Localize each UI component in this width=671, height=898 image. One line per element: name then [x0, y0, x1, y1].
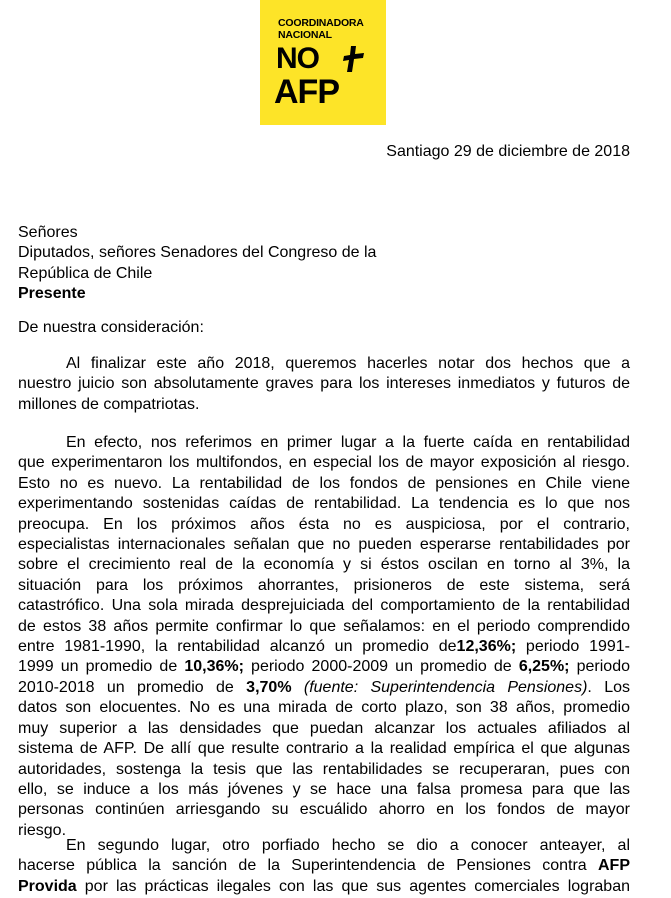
rate-2000-2009: 6,25%; — [518, 658, 570, 676]
p3-line1: En segundo lugar, otro porfiado hecho se dio a conocer anteayer, al — [66, 837, 630, 854]
cross-icon — [342, 44, 368, 74]
p2-line3: Esto no es nuevo. La rentabilidad de los fondos de pensiones en Chile viene — [18, 474, 630, 492]
p2-line6: especialistas internacionales señalan que no pueden esperarse rentabilidades por — [18, 536, 630, 554]
rate-2010-2018: 3,70% — [246, 678, 292, 696]
addressee-block — [18, 223, 630, 305]
logo-text-line2: NACIONAL — [278, 29, 332, 41]
letter-date: Santiago 29 de diciembre de 2018 — [386, 143, 630, 160]
p2-line5: preocupa. En los próximos años ésta no es auspiciosa, por el contrario, — [18, 515, 630, 533]
p1-line3: millones de compatriotas. — [18, 395, 200, 413]
p2-line10: de estos 38 años permite confirmar lo que señalamos: en el periodo comprendido — [18, 617, 630, 635]
salutation — [18, 318, 630, 338]
p2-line12 — [18, 657, 630, 677]
p2-line1: En efecto, nos referimos en primer lugar a la fuerte caída en rentabilidad — [66, 434, 630, 451]
rate-1991-1999: 10,36%; — [184, 658, 244, 676]
paragraph-2 — [18, 433, 630, 841]
logo-text-no: NO — [276, 42, 319, 75]
salutation-text: De nuestra consideración: — [18, 319, 204, 336]
addressee-line4 — [18, 284, 630, 304]
p3-line3-b: por las prácticas ilegales con las que sus agentes comerciales lograban — [76, 877, 630, 895]
p1-line1: Al finalizar este año 2018, queremos hacerles notar dos hechos que a — [66, 355, 630, 372]
paragraph-1 — [18, 354, 630, 415]
p2-line20: riesgo. — [18, 821, 67, 839]
rate-1981-1990: 12,36%; — [456, 638, 517, 656]
p2-line11-c: periodo 1991- — [516, 638, 631, 656]
p2-line19: personas continúen arriesgando su escuálido ahorro en los fondos de mayor — [18, 801, 630, 819]
p2-line13-d: . Los — [587, 678, 631, 696]
p3-line2-a: hacerse pública la sanción de la Superintendencia de Pensiones contra — [18, 857, 598, 875]
p2-line11-a: entre 1981-1990, la rentabilidad alcanzó un promedio de — [18, 638, 457, 656]
p3-line3 — [18, 877, 630, 897]
logo-text-afp: AFP — [274, 73, 339, 111]
p3-line2 — [18, 856, 630, 876]
p2-line12-c: periodo 2000-2009 un promedio de — [243, 658, 519, 676]
p2-line2: que experimentaron los multifondos, en especial los de mayor exposición al riesgo. — [18, 454, 630, 472]
p2-line12-a: 1999 un promedio de — [18, 658, 185, 676]
provida-bold: Provida — [18, 877, 77, 895]
coordinadora-no-afp-logo — [260, 0, 386, 125]
p2-line8: situación para los próximos ahorrantes, prisioneros de este sistema, será — [18, 576, 630, 594]
p2-line18: ello, se induce a los más jóvenes y se hace una falsa promesa para que las — [18, 780, 630, 798]
addressee-line1: Señores — [18, 224, 78, 241]
logo-text-line1: COORDINADORA — [278, 17, 364, 29]
p2-line4: experimentando sostenidas caídas de rentabilidad. La tendencia es lo que nos — [18, 495, 630, 513]
addressee-line3: República de Chile — [18, 264, 153, 282]
addressee-line2: Diputados, señores Senadores del Congreso de la — [18, 244, 377, 262]
p2-line9: catastrófico. Una sola mirada desprejuiciada del comportamiento de la rentabilidad — [18, 597, 630, 615]
presente-text: Presente — [18, 285, 86, 303]
p2-line14: datos son elocuentes. No es una mirada de corto plazo, son 38 años, promedio — [18, 699, 630, 717]
p2-line7: sobre el crecimiento real de la economía y si éstos oscilan en torno al 3%, la — [18, 556, 630, 574]
p2-line12-e: periodo — [569, 658, 631, 676]
p2-line13 — [18, 678, 630, 698]
afp-bold: AFP — [598, 857, 630, 875]
p1-line2: nuestro juicio son absolutamente graves para los intereses inmediatos y futuros de — [18, 375, 630, 393]
paragraph-3 — [18, 836, 630, 897]
p2-line13-a: 2010-2018 un promedio de — [18, 678, 247, 696]
p2-line16: sistema de AFP. De allí que resulte contrario a la realidad empírica el que algunas — [18, 740, 630, 758]
p2-line15: muy superior a las densidades que puedan alcanzar los actuales afiliados al — [18, 719, 630, 737]
p2-line17: autoridades, sostenga la tesis que las rentabilidades se recuperaran, pues con — [18, 760, 630, 778]
source-citation: (fuente: Superintendencia Pensiones) — [291, 678, 588, 696]
p2-line11 — [18, 637, 630, 657]
